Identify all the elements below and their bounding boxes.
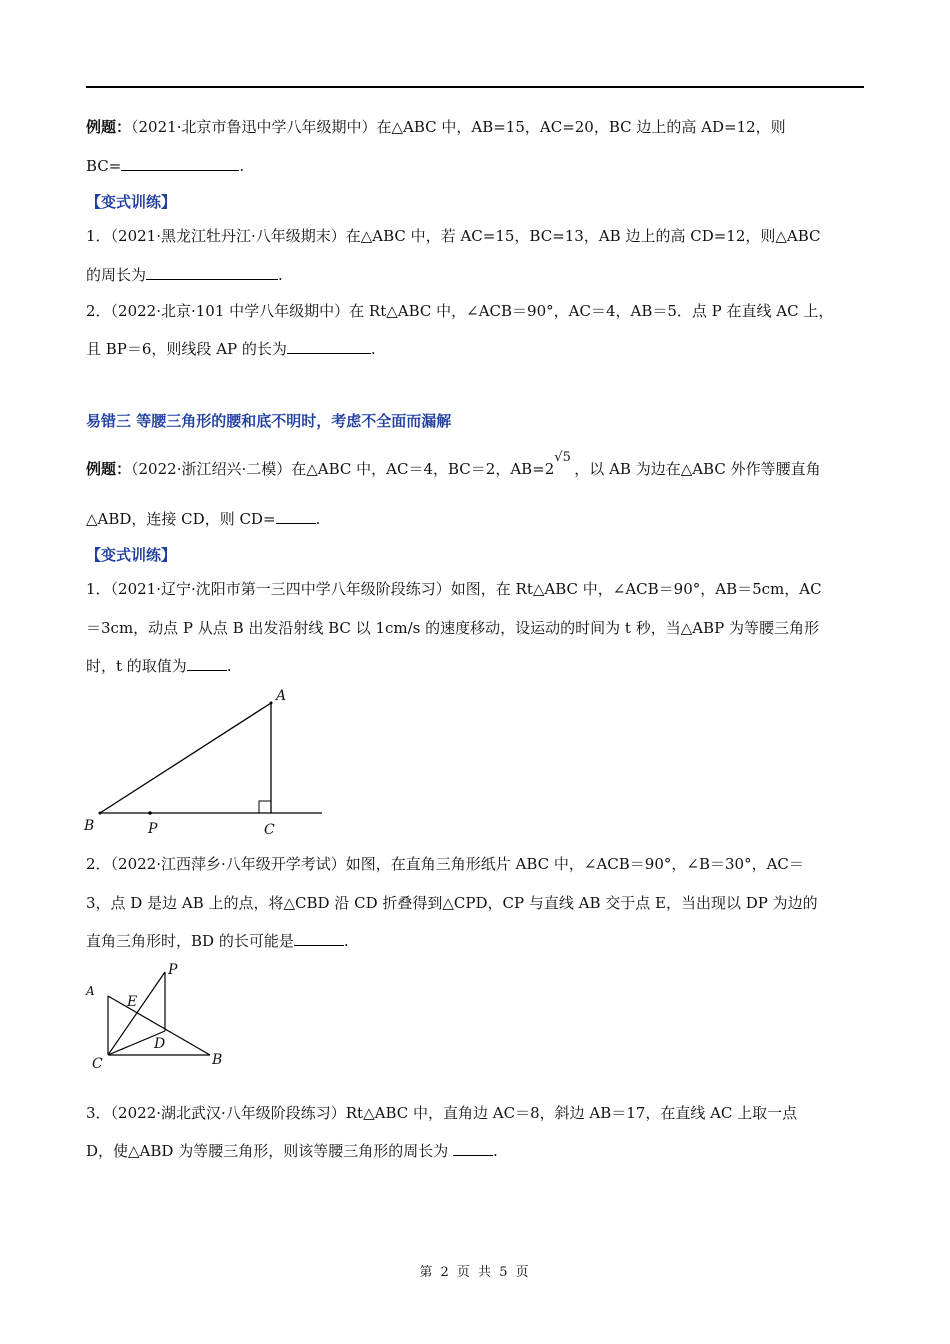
label-c: C — [92, 1056, 103, 1072]
label-a: A — [276, 688, 287, 704]
answer-blank[interactable] — [287, 339, 371, 354]
example2-line1 — [86, 450, 866, 482]
point-b — [99, 812, 102, 815]
example2-suffix: . — [315, 510, 321, 528]
v2-q3-prefix: D，使△ABD 为等腰三角形，则该等腰三角形的周长为 — [86, 1142, 453, 1160]
answer-blank[interactable] — [294, 931, 344, 946]
example1-text: （2021·北京市鲁迅中学八年级期中）在△ABC 中，AB=15，AC=20，BC 边上的高 AD=12，则 — [131, 118, 786, 136]
variant-heading-2: 【变式训练】 — [86, 546, 177, 564]
label-b: B — [84, 818, 95, 834]
example1-line1 — [86, 116, 866, 138]
page-footer: 第 2 页 共 5 页 — [419, 1265, 531, 1280]
point-p — [148, 811, 152, 815]
example2-line2 — [86, 508, 866, 530]
answer-blank[interactable] — [187, 656, 227, 671]
right-angle-mark — [259, 801, 271, 813]
v1-q1-line1: 1．（2021·黑龙江牡丹江·八年级期末）在△ABC 中，若 AC=15，BC=13，AB 边上的高 CD=12，则△ABC — [86, 227, 821, 245]
variant-heading-1: 【变式训练】 — [86, 193, 177, 211]
label-d: D — [154, 1036, 166, 1052]
v2-q1-line3 — [86, 655, 866, 677]
answer-blank[interactable] — [121, 156, 239, 171]
example1-answer-prefix: BC= — [86, 157, 122, 175]
line-ab — [100, 703, 271, 813]
sqrt-five: √5 — [554, 450, 571, 465]
header-rule — [86, 86, 864, 88]
v2-q1-prefix: 时，t 的取值为 — [86, 657, 187, 675]
label-a: A — [86, 984, 95, 998]
figure-folded-triangle — [80, 958, 250, 1076]
example2-text-b: ，以 AB 为边在△ABC 外作等腰直角 — [574, 460, 821, 478]
label-p: P — [148, 821, 158, 837]
example1-answer-suffix: . — [239, 157, 245, 175]
v2-q3-line1: 3．（2022·湖北武汉·八年级阶段练习）Rt△ABC 中，直角边 AC＝8，斜边 AB＝17，在直线 AC 上取一点 — [86, 1104, 798, 1122]
v2-q2-line3 — [86, 930, 866, 952]
v1-q1-prefix: 的周长为 — [86, 266, 147, 284]
label-p: P — [168, 962, 178, 978]
example1-line2 — [86, 155, 866, 177]
example1-label: 例题： — [86, 118, 132, 136]
v2-q2-line1: 2．（2022·江西萍乡·八年级开学考试）如图，在直角三角形纸片 ABC 中，∠ACB＝90°，∠B＝30°，AC＝ — [86, 855, 804, 873]
v2-q1-line1: 1．（2021·辽宁·沈阳市第一三四中学八年级阶段练习）如图，在 Rt△ABC 中，∠ACB＝90°，AB＝5cm，AC — [86, 580, 822, 598]
figure-right-triangle — [80, 682, 340, 842]
section-title: 易错三 等腰三角形的腰和底不明时，考虑不全面而漏解 — [86, 412, 452, 430]
label-c: C — [264, 822, 275, 838]
example2-text-a: （2022·浙江绍兴·二模）在△ABC 中，AC＝4，BC＝2，AB=2 — [131, 460, 555, 478]
v1-q2-line1: 2．（2022·北京·101 中学八年级期中）在 Rt△ABC 中，∠ACB＝90°，AC＝4，AB＝5．点 P 在直线 AC 上， — [86, 302, 834, 320]
answer-blank[interactable] — [146, 265, 278, 280]
v2-q1-suffix: . — [226, 657, 232, 675]
label-e: E — [127, 994, 138, 1010]
v2-q2-prefix: 直角三角形时，BD 的长可能是 — [86, 932, 294, 950]
v1-q2-suffix: . — [370, 340, 376, 358]
answer-blank[interactable] — [453, 1141, 493, 1156]
example2-label: 例题： — [86, 460, 132, 478]
answer-blank[interactable] — [276, 509, 316, 524]
v2-q1-line2: ＝3cm，动点 P 从点 B 出发沿射线 BC 以 1cm/s 的速度移动，设运动的时间为 t 秒，当△ABP 为等腰三角形 — [86, 619, 819, 637]
v1-q1-suffix: . — [278, 266, 283, 284]
point-a — [270, 702, 273, 705]
v2-q3-line2 — [86, 1140, 866, 1162]
v2-q2-line2: 3，点 D 是边 AB 上的点，将△CBD 沿 CD 折叠得到△CPD，CP 与直线 AB 交于点 E，当出现以 DP 为边的 — [86, 894, 818, 912]
v1-q1-line2 — [86, 264, 866, 286]
v2-q3-suffix: . — [492, 1142, 498, 1160]
v1-q2-line2 — [86, 338, 866, 360]
v1-q2-prefix: 且 BP＝6，则线段 AP 的长为 — [86, 340, 287, 358]
label-b: B — [212, 1052, 223, 1068]
example2-prefix: △ABD，连接 CD，则 CD= — [86, 510, 276, 528]
v2-q2-suffix: . — [343, 932, 349, 950]
